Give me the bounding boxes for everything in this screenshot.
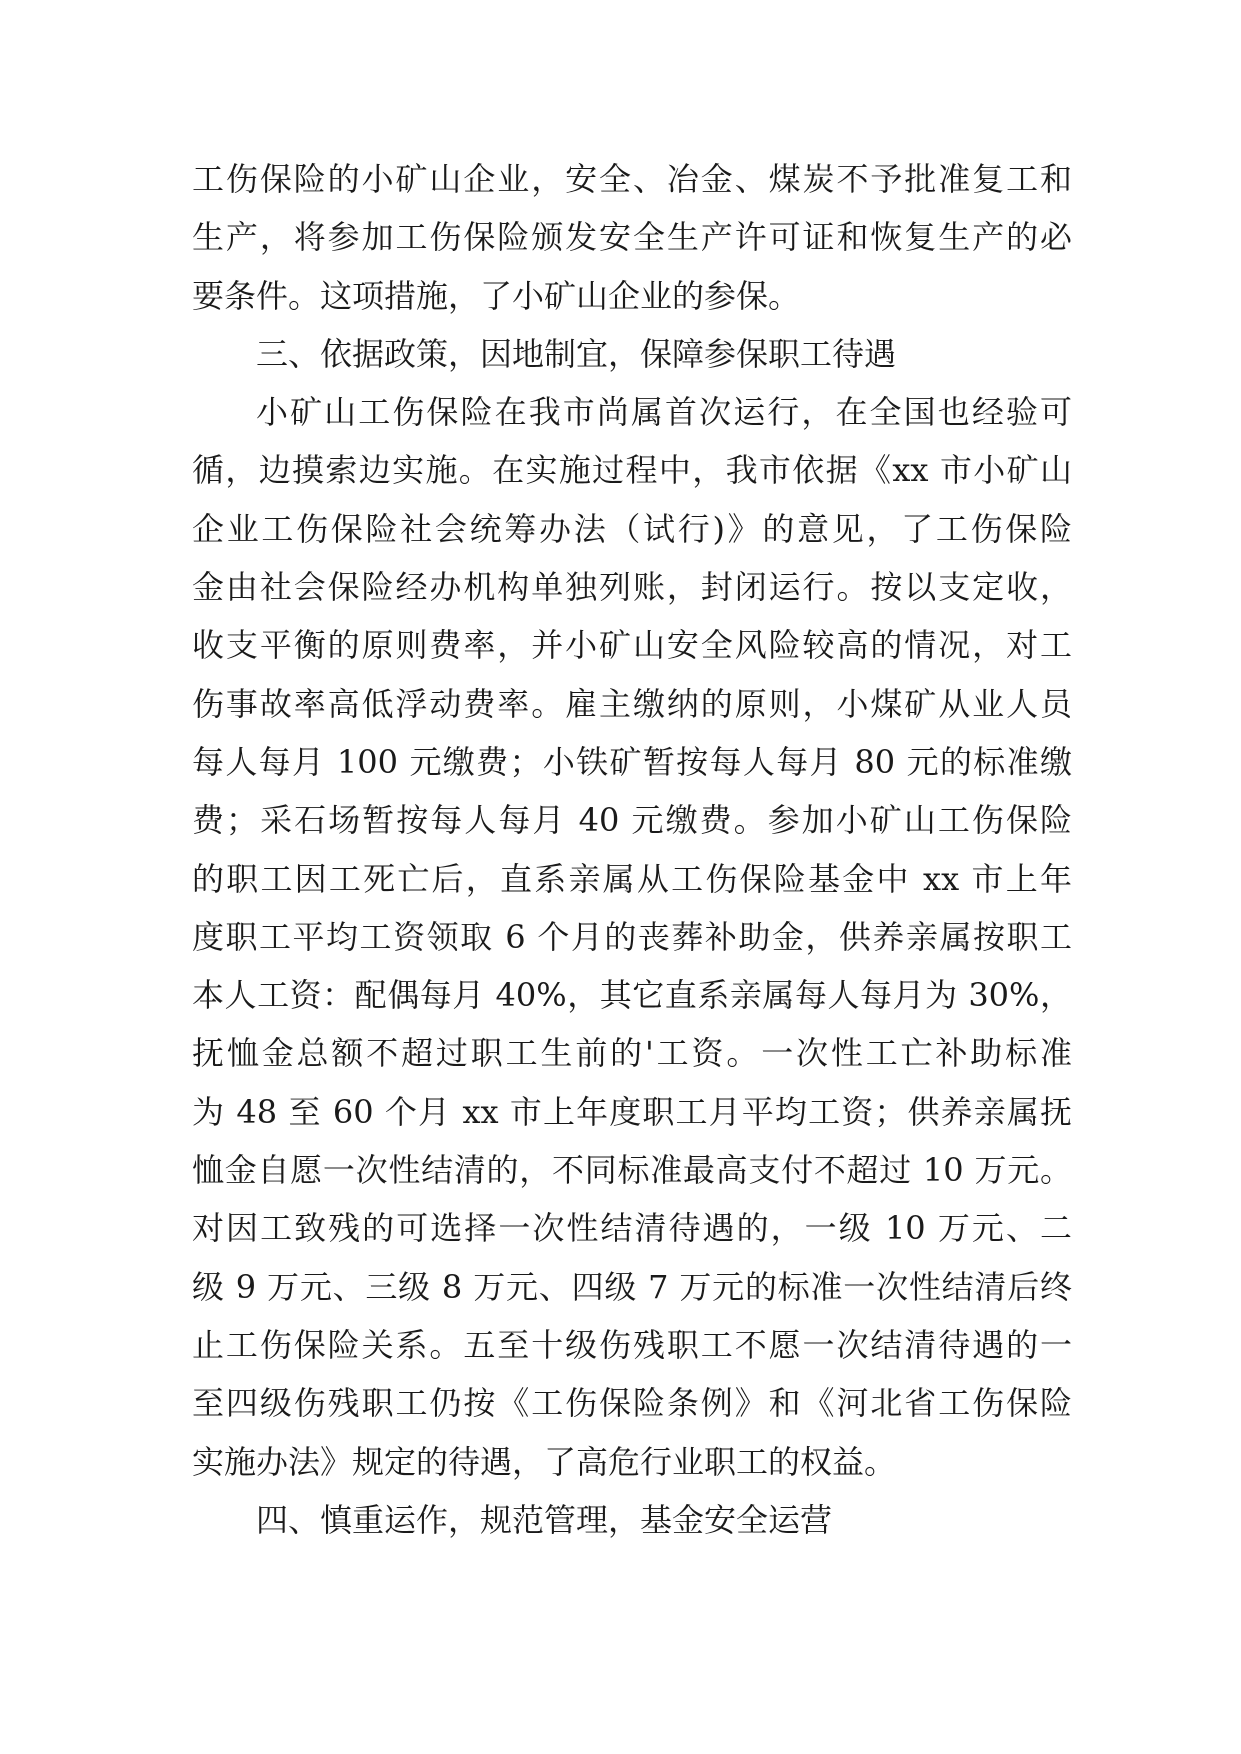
heading-text: 四、慎重运作，规范管理，基金安全运营 [256,1500,833,1539]
text-line: 收支平衡的原则费率，并小矿山安全风险较高的情况，对工 [192,626,1072,665]
text-line: 伤事故率高低浮动费率。雇主缴纳的原则，小煤矿从业人员 [192,684,1072,723]
text-line: 抚恤金总额不超过职工生前的'工资。一次性工亡补助标准 [192,1034,1072,1073]
text-line: 为 48 至 60 个月 xx 市上年度职工月平均工资；供养亲属抚 [192,1092,1072,1131]
text-line: 度职工平均工资领取 6 个月的丧葬补助金，供养亲属按职工 [192,917,1072,956]
paragraph-continued [192,150,1072,325]
text-line: 费；采石场暂按每人每月 40 元缴费。参加小矿山工伤保险 [192,801,1072,840]
text-line: 循，边摸索边实施。在实施过程中，我市依据《xx 市小矿山 [192,451,1072,490]
heading-text: 三、依据政策，因地制宜，保障参保职工待遇 [256,334,897,373]
document-body [192,150,1072,1549]
text-line: 企业工伤保险社会统筹办法（试行)》的意见，了工伤保险 [192,509,1072,548]
text-line: 小矿山工伤保险在我市尚属首次运行，在全国也经验可 [256,393,1072,432]
text-line: 至四级伤残职工仍按《工伤保险条例》和《河北省工伤保险 [192,1384,1072,1423]
section-heading-4 [192,1491,1072,1549]
text-line: 每人每月 100 元缴费；小铁矿暂按每人每月 80 元的标准缴 [192,742,1072,781]
text-line: 要条件。这项措施，了小矿山企业的参保。 [192,276,801,315]
text-line: 对因工致残的可选择一次性结清待遇的，一级 10 万元、二 [192,1209,1072,1248]
text-line: 级 9 万元、三级 8 万元、四级 7 万元的标准一次性结清后终 [192,1267,1072,1306]
text-line: 恤金自愿一次性结清的，不同标准最高支付不超过 10 万元。 [192,1151,1072,1190]
text-line: 止工伤保险关系。五至十级伤残职工不愿一次结清待遇的一 [192,1325,1072,1364]
text-line: 工伤保险的小矿山企业，安全、冶金、煤炭不予批准复工和 [192,160,1072,198]
text-line: 实施办法》规定的待遇，了高危行业职工的权益。 [192,1442,897,1481]
text-line: 本人工资：配偶每月 40%，其它直系亲属每人每月为 30%， [192,976,1072,1015]
text-line: 生产，将参加工伤保险颁发安全生产许可证和恢复生产的必 [192,218,1072,257]
text-line: 的职工因工死亡后，直系亲属从工伤保险基金中 xx 市上年 [192,859,1072,898]
section-heading-3 [192,325,1072,383]
text-line: 金由社会保险经办机构单独列账，封闭运行。按以支定收， [192,568,1072,607]
paragraph-main [192,383,1072,1491]
